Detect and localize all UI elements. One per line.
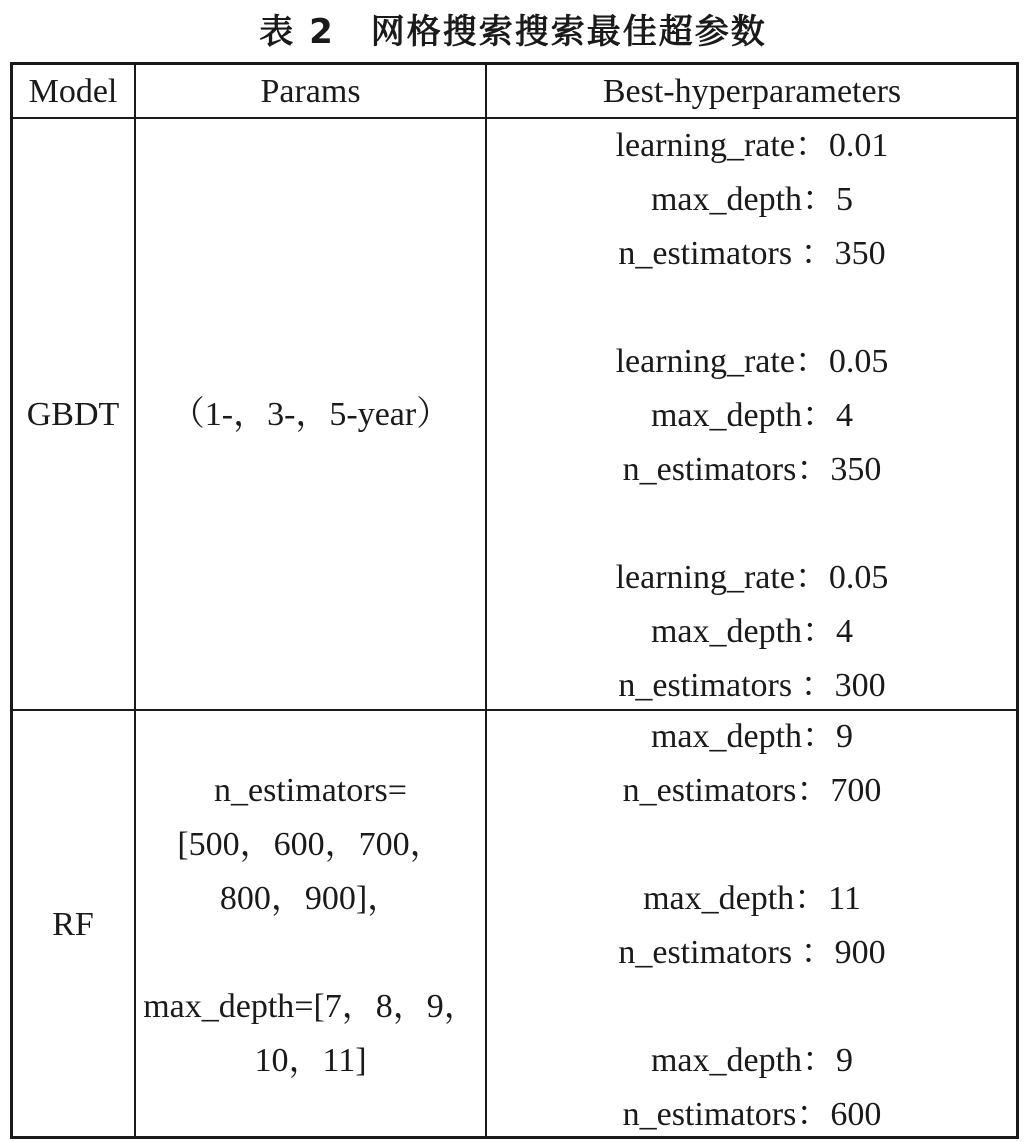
rf-params-line: 800，900]， <box>219 880 402 917</box>
rf-best-line: n_estimators ：900 <box>618 934 886 971</box>
header-best-hyperparameters: Best-hyperparameters <box>602 73 902 110</box>
rf-best-line: n_estimators：600 <box>622 1096 882 1133</box>
gbdt-best-line: n_estimators ：300 <box>618 667 886 704</box>
rf-params-line: 10，11] <box>254 1042 367 1079</box>
rf-params-line: n_estimators= <box>214 772 407 809</box>
rf-best-hyperparameters-cell <box>487 710 1017 1142</box>
rf-model-cell: RF <box>52 906 94 943</box>
gbdt-best-line: learning_rate：0.05 <box>615 343 889 380</box>
gbdt-best-line: max_depth：5 <box>650 181 854 218</box>
gbdt-best-line: max_depth：4 <box>650 397 854 434</box>
rf-best-line: max_depth：9 <box>650 718 854 755</box>
rf-params-line: [500，600，700， <box>177 826 444 863</box>
rf-params-line: max_depth=[7，8，9， <box>143 988 478 1025</box>
gbdt-best-hyperparameters-cell <box>487 119 1017 713</box>
gbdt-best-line: learning_rate：0.05 <box>615 559 889 596</box>
header-params: Params <box>260 73 361 110</box>
gbdt-model-cell: GBDT <box>26 396 120 433</box>
rf-best-line: max_depth：9 <box>650 1042 854 1079</box>
rf-best-line: max_depth：11 <box>643 880 861 917</box>
gbdt-best-line: n_estimators：350 <box>622 451 882 488</box>
gbdt-best-line: learning_rate：0.01 <box>615 127 889 164</box>
header-model: Model <box>28 73 118 110</box>
table-caption: 表 2 网格搜索搜索最佳超参数 <box>259 12 767 52</box>
gbdt-best-line: n_estimators ：350 <box>618 235 886 272</box>
rf-best-line: n_estimators：700 <box>622 772 882 809</box>
gbdt-best-line: max_depth：4 <box>650 613 854 650</box>
rf-params-cell <box>136 764 485 1088</box>
gbdt-params-cell: （1-，3-，5-year） <box>170 396 451 433</box>
